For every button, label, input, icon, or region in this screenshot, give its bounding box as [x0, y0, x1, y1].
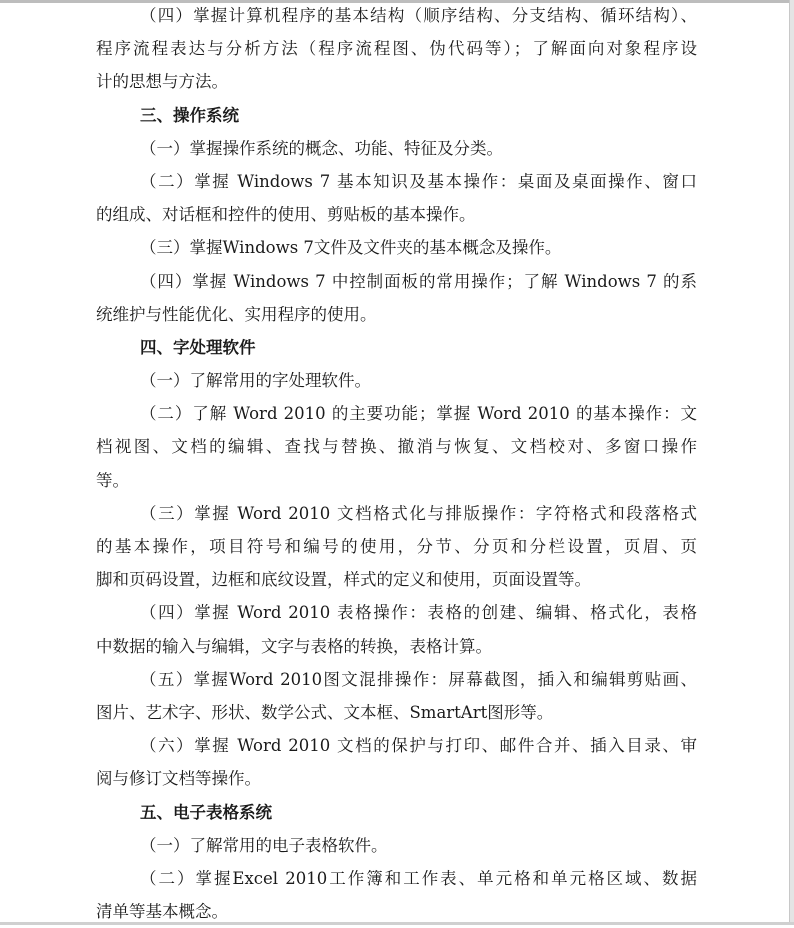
- paragraph: [96, 0, 697, 99]
- text-line: 的基本操作，项目符号和编号的使用，分节、分页和分栏设置，页眉、页: [96, 537, 697, 556]
- text-line: 图片、艺术字、形状、数学公式、文本框、SmartArt图形等。: [96, 702, 554, 722]
- text-line: （一）了解常用的字处理软件。: [140, 371, 371, 391]
- paragraph: [96, 497, 697, 597]
- paragraph: [96, 265, 697, 331]
- text-line: （五）掌握Word 2010图文混排操作：屏幕截图，插入和编辑剪贴画、: [140, 669, 697, 689]
- paragraph: [96, 231, 697, 264]
- document-page: [96, 0, 697, 928]
- text-line: 的组成、对话框和控件的使用、剪贴板的基本操作。: [96, 205, 476, 225]
- section-heading: [96, 99, 697, 132]
- paragraph: [96, 132, 697, 165]
- paragraph: [96, 862, 697, 928]
- section-heading: [96, 331, 697, 364]
- paragraph: [96, 663, 697, 729]
- text-line: （一）掌握操作系统的概念、功能、特征及分类。: [140, 138, 503, 158]
- text-line: （二）了解 Word 2010 的主要功能；掌握 Word 2010 的基本操作：文: [140, 404, 697, 424]
- text-line: （三）掌握 Word 2010 文档格式化与排版操作：字符格式和段落格式: [140, 503, 697, 523]
- text-line: （三）掌握Windows 7文件及文件夹的基本概念及操作。: [140, 238, 562, 258]
- text-line: 统维护与性能优化、实用程序的使用。: [96, 304, 377, 324]
- text-line: （六）掌握 Word 2010 文档的保护与打印、邮件合并、插入目录、审: [140, 736, 697, 756]
- text-line: （四）掌握 Word 2010 表格操作：表格的创建、编辑、格式化，表格: [140, 603, 697, 623]
- text-line: 阅与修订文档等操作。: [96, 769, 261, 789]
- text-line: 清单等基本概念。: [96, 902, 228, 922]
- viewer-right-border: [789, 0, 794, 925]
- paragraph: [96, 364, 697, 397]
- text-line: 脚和页码设置，边框和底纹设置，样式的定义和使用，页面设置等。: [96, 570, 591, 590]
- text-line: 档视图、文档的编辑、查找与替换、撤消与恢复、文档校对、多窗口操作: [96, 437, 697, 457]
- section-heading: [96, 796, 697, 829]
- heading-text: 三、操作系统: [140, 105, 239, 125]
- text-line: （一）了解常用的电子表格软件。: [140, 835, 388, 855]
- text-line: 程序流程表达与分析方法（程序流程图、伪代码等）；了解面向对象程序设: [96, 39, 697, 59]
- text-line: （二）掌握 Windows 7 基本知识及基本操作：桌面及桌面操作、窗口: [140, 171, 697, 191]
- paragraph: [96, 596, 697, 662]
- text-line: （四）掌握 Windows 7 中控制面板的常用操作；了解 Windows 7 的系: [140, 271, 697, 291]
- text-line: 计的思想与方法。: [96, 72, 228, 92]
- text-line: 中数据的输入与编辑，文字与表格的转换，表格计算。: [96, 636, 492, 656]
- paragraph: [96, 397, 697, 497]
- paragraph: [96, 729, 697, 795]
- text-line: 等。: [96, 470, 129, 490]
- paragraph: [96, 165, 697, 231]
- text-line: （二）掌握Excel 2010工作簿和工作表、单元格和单元格区域、数据: [140, 868, 697, 888]
- paragraph: [96, 829, 697, 862]
- heading-text: 五、电子表格系统: [140, 802, 272, 822]
- text-line: （四）掌握计算机程序的基本结构（顺序结构、分支结构、循环结构）、: [140, 6, 697, 25]
- heading-text: 四、字处理软件: [140, 337, 256, 357]
